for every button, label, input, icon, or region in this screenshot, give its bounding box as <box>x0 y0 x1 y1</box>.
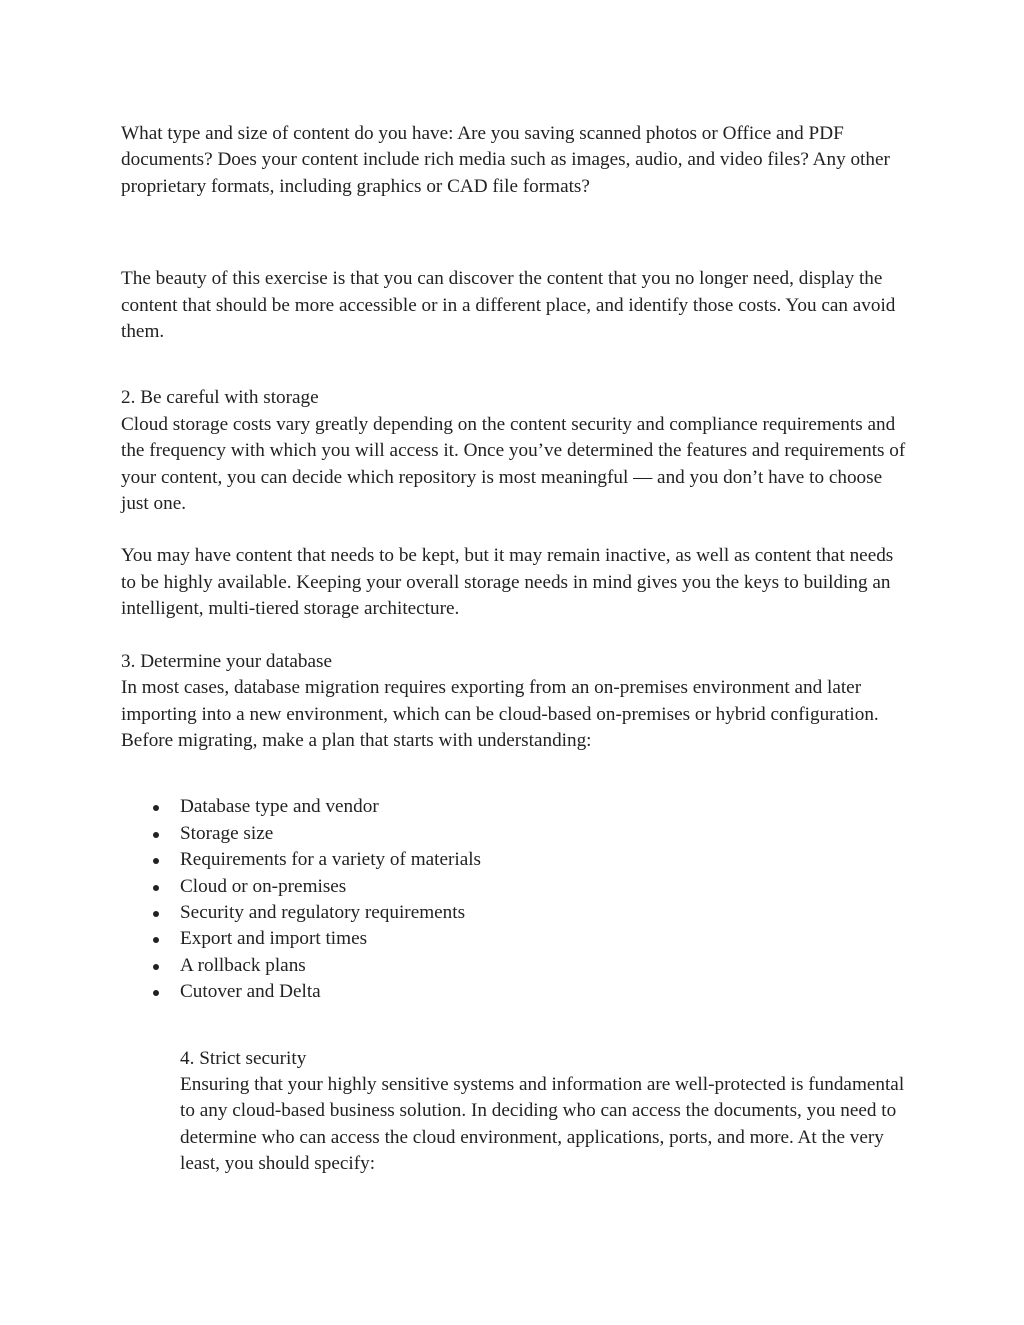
section-4-heading: 4. Strict security <box>180 1047 307 1069</box>
bullet-icon <box>153 805 159 811</box>
bullet-icon <box>153 832 159 838</box>
list-item <box>121 847 911 873</box>
list-item-text: Database type and vendor <box>180 796 379 818</box>
bullet-icon <box>153 858 159 864</box>
list-item <box>121 821 911 847</box>
bullet-icon <box>153 990 159 996</box>
section-2-paragraph-2: You may have content that needs to be kept, but it may remain inactive, as well as content that needs to be highly available. Keeping your overall storage needs in mind gives you the keys to building an intelligent, multi-tiered storage architecture. <box>121 545 894 620</box>
list-item <box>121 900 911 926</box>
list-item-text: Cloud or on-premises <box>180 875 347 897</box>
spacer <box>121 1006 911 1046</box>
list-item-text: Storage size <box>180 822 274 844</box>
intro-paragraph-content-types: What type and size of content do you have: Are you saving scanned photos or Office and PDF documents? Does your content include rich media such as images, audio, and video files? Any other proprietary formats, including graphics or CAD file formats? <box>121 123 890 197</box>
list-item-text: Cutover and Delta <box>180 981 321 1003</box>
spacer <box>121 623 911 649</box>
section-3-heading: 3. Determine your database <box>121 650 332 672</box>
list-item <box>121 953 911 979</box>
spacer <box>121 517 911 543</box>
list-item-text: Security and regulatory requirements <box>180 901 466 923</box>
spacer <box>121 754 911 794</box>
bullet-icon <box>153 911 159 917</box>
bullet-icon <box>153 937 159 943</box>
spacer <box>121 200 911 266</box>
database-planning-list <box>121 794 911 1005</box>
spacer <box>121 345 911 385</box>
section-4-paragraph-1: Ensuring that your highly sensitive systems and information are well-protected is fundamental to any cloud-based business solution. In deciding who can access the documents, you need to determine who can access the cloud environment, applications, ports, and more. At the very least, you should specify: <box>180 1073 905 1175</box>
intro-paragraph-exercise-benefits: The beauty of this exercise is that you can discover the content that you no longer need, display the content that should be more accessible or in a different place, and identify those costs. You can avoid them. <box>121 268 896 343</box>
list-item-text: Export and import times <box>180 928 368 950</box>
section-3-paragraph-1: In most cases, database migration requires exporting from an on-premises environment and later importing into a new environment, which can be cloud-based on-premises or hybrid configuration. Before migrating, make a plan that starts with understanding: <box>121 677 879 751</box>
bullet-icon <box>153 964 159 970</box>
list-item <box>121 979 911 1005</box>
section-4 <box>121 1046 911 1178</box>
list-item <box>121 926 911 952</box>
list-item <box>121 794 911 820</box>
list-item-text: Requirements for a variety of materials <box>180 849 482 871</box>
list-item <box>121 874 911 900</box>
document-page <box>121 121 911 1178</box>
section-2-heading: 2. Be careful with storage <box>121 387 319 409</box>
list-item-text: A rollback plans <box>180 954 306 976</box>
bullet-icon <box>153 885 159 891</box>
section-2-paragraph-1: Cloud storage costs vary greatly depending on the content security and compliance requirements and the frequency with which you will access it. Once you’ve determined the features and requirements of your content, you can decide which repository is most meaningful — and you don’t have to choose just one. <box>121 413 906 515</box>
